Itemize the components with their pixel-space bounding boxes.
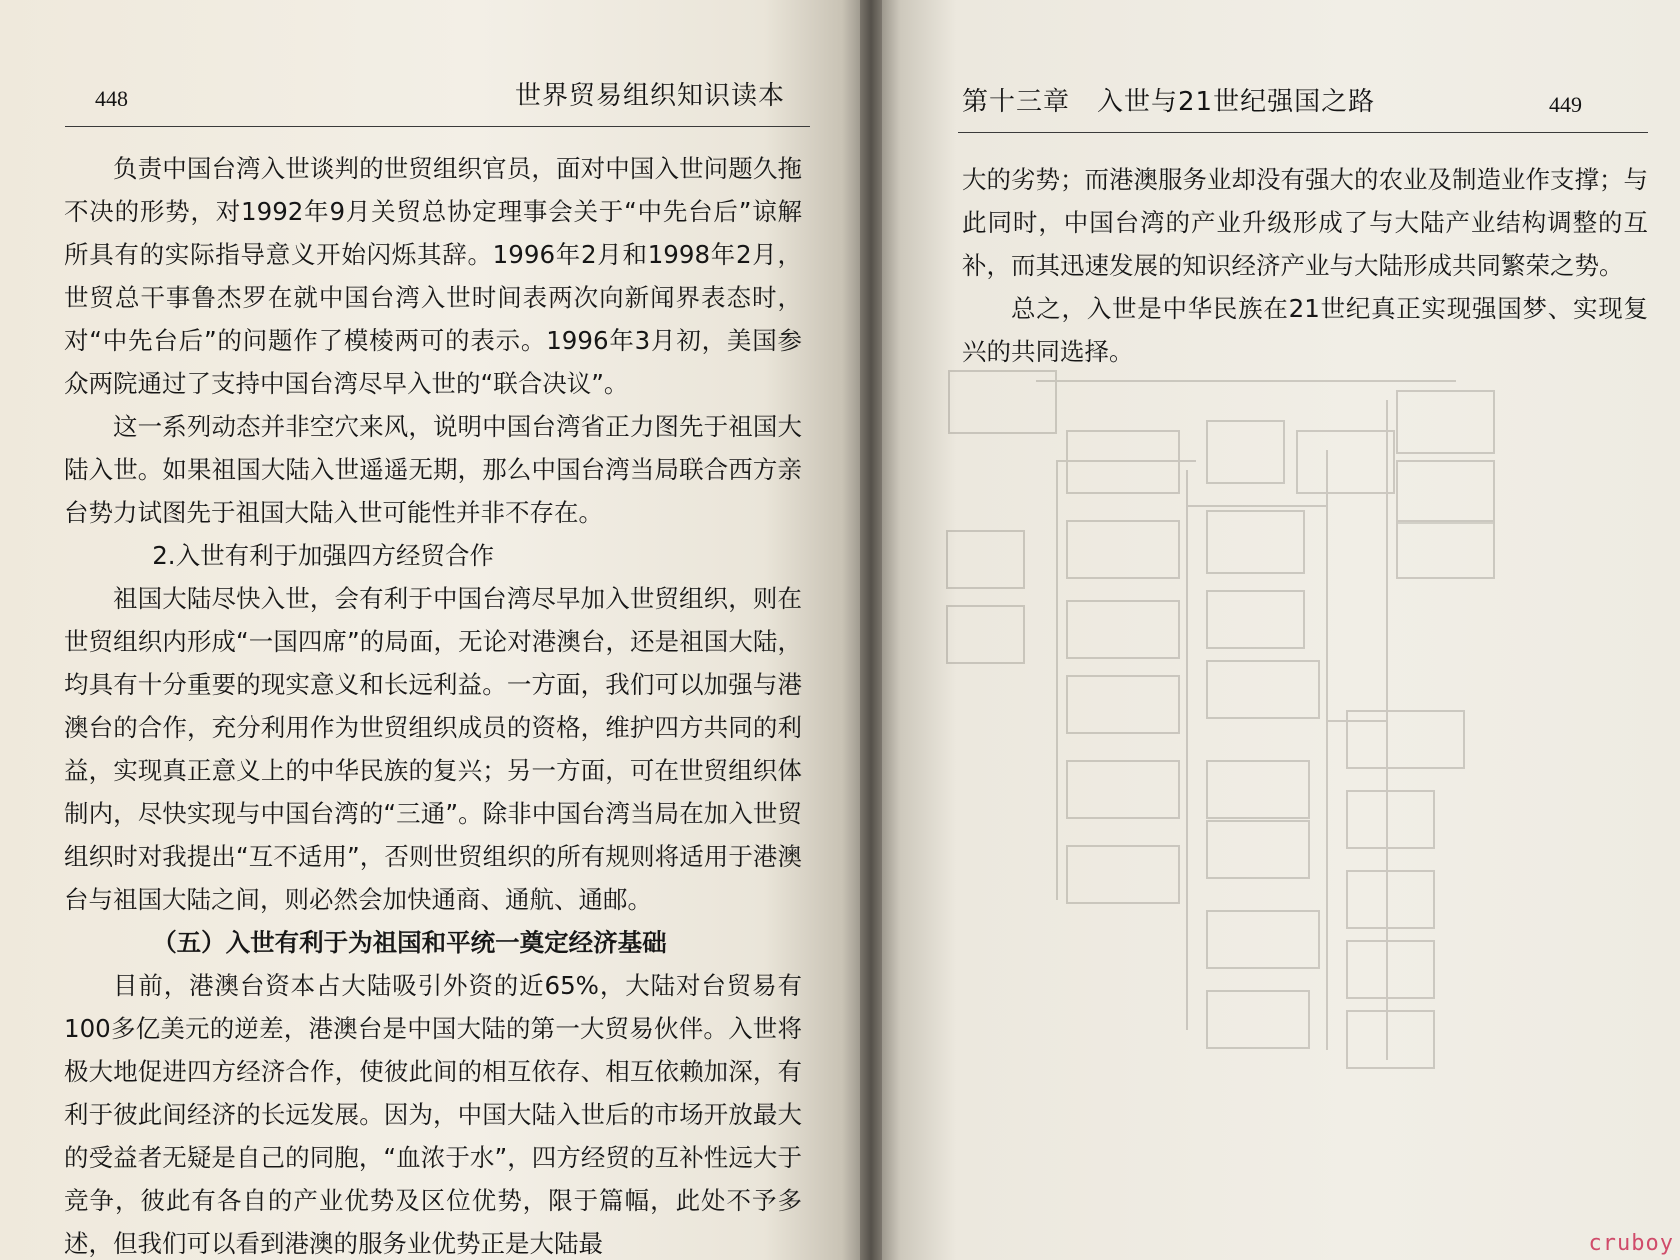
ghost-box [1206, 910, 1320, 969]
ghost-box [1066, 430, 1180, 494]
ghost-box [1396, 390, 1495, 454]
ghost-box [1066, 520, 1180, 579]
left-page-paragraph: 祖国大陆尽快入世，会有利于中国台湾尽早加入世贸组织，则在世贸组织内形成“一国四席”的局面，无论对港澳台，还是祖国大陆，均具有十分重要的现实意义和长远利益。一方面，我们可以加强与港澳台的合作，充分利用作为世贸组织成员的资格，维护四方共同的利益，实现真正意义上的中华民族的复兴；另一方面，可在世贸组织体制内，尽快实现与中国台湾的“三通”。除非中国台湾当局在加入世贸组织时对我提出“互不适用”，否则世贸组织的所有规则将适用于港澳台与祖国大陆之间，则必然会加快通商、通航、通邮。 [64, 584, 802, 914]
right-page-number: 449 [1549, 92, 1582, 117]
ghost-box [1206, 590, 1305, 649]
left-body-text [64, 147, 802, 1260]
right-running-title: 第十三章 入世与21世纪强国之路 [962, 87, 1376, 117]
ghost-box [1396, 460, 1495, 524]
right-page-paragraph: 大的劣势；而港澳服务业却没有强大的农业及制造业作支撑；与此同时，中国台湾的产业升级形成了与大陆产业结构调整的互补，而其迅速发展的知识经济产业与大陆形成共同繁荣之势。 [962, 165, 1648, 280]
ghost-box [1206, 760, 1310, 819]
ghost-line [1056, 460, 1058, 900]
ghost-box [1066, 675, 1180, 734]
book-gutter [860, 0, 882, 1260]
ghost-line [1056, 460, 1196, 462]
ghost-line [1186, 470, 1188, 1030]
right-header-rule [958, 132, 1648, 133]
ghost-box [1346, 940, 1435, 999]
ghost-box [1206, 420, 1285, 484]
ghost-box [948, 370, 1057, 434]
ghost-box [1206, 510, 1305, 574]
ghost-box [1346, 790, 1435, 849]
ghost-box [1346, 1010, 1435, 1069]
left-page-paragraph: 这一系列动态并非空穴来风，说明中国台湾省正力图先于祖国大陆入世。如果祖国大陆入世遥遥无期，那么中国台湾当局联合西方亲台势力试图先于祖国大陆入世可能性并非不存在。 [64, 412, 802, 527]
ghost-line [1386, 400, 1388, 1060]
ghost-box [1346, 710, 1465, 769]
ghost-box [946, 605, 1025, 664]
ghost-box [1296, 430, 1395, 494]
left-page-paragraph: 负责中国台湾入世谈判的世贸组织官员，面对中国入世问题久拖不决的形势，对1992年9月关贸总协定理事会关于“中先台后”谅解所具有的实际指导意义开始闪烁其辞。1996年2月和1998年2月，世贸总干事鲁杰罗在就中国台湾入世时间表两次向新闻界表态时，对“中先台后”的问题作了模棱两可的表示。1996年3月初，美国参众两院通过了支持中国台湾尽早入世的“联合决议”。 [64, 154, 802, 398]
ghost-line [1036, 380, 1456, 382]
watermark: cruboy [1588, 1231, 1674, 1256]
right-page-paragraph: 总之，入世是中华民族在21世纪真正实现强国梦、实现复兴的共同选择。 [962, 294, 1648, 366]
ghost-line [1326, 720, 1386, 722]
right-body-text [962, 158, 1648, 373]
ghost-box [1206, 990, 1310, 1049]
ghost-line [1186, 505, 1326, 507]
right-page-header [962, 78, 1582, 118]
ghost-line [1326, 450, 1328, 1050]
left-page-paragraph: 2.入世有利于加强四方经贸合作 [152, 541, 495, 570]
ghost-box [946, 530, 1025, 589]
left-page-paragraph: 目前，港澳台资本占大陆吸引外资的近65%，大陆对台贸易有100多亿美元的逆差，港澳台是中国大陆的第一大贸易伙伴。入世将极大地促进四方经济合作，使彼此间的相互依存、相互依赖加深，有利于彼此间经济的长远发展。因为，中国大陆入世后的市场开放最大的受益者无疑是自己的同胞，“血浓于水”，四方经贸的互补性远大于竞争，彼此有各自的产业优势及区位优势，限于篇幅，此处不予多述，但我们可以看到港澳的服务业优势正是大陆最 [64, 971, 802, 1258]
left-page-header [95, 72, 785, 112]
ghost-box [1396, 520, 1495, 579]
ghost-box [1066, 600, 1180, 659]
left-running-title: 世界贸易组织知识读本 [514, 81, 785, 111]
ghost-box [1206, 820, 1310, 879]
left-header-rule [65, 126, 810, 127]
ghost-box [1066, 760, 1180, 819]
left-page-paragraph: （五）入世有利于为祖国和平统一奠定经济基础 [152, 928, 667, 957]
ghost-box [1066, 845, 1180, 904]
right-page [876, 0, 1680, 1260]
ghost-box [1206, 660, 1320, 719]
ghost-box [1346, 870, 1435, 929]
left-page-number: 448 [95, 86, 128, 111]
